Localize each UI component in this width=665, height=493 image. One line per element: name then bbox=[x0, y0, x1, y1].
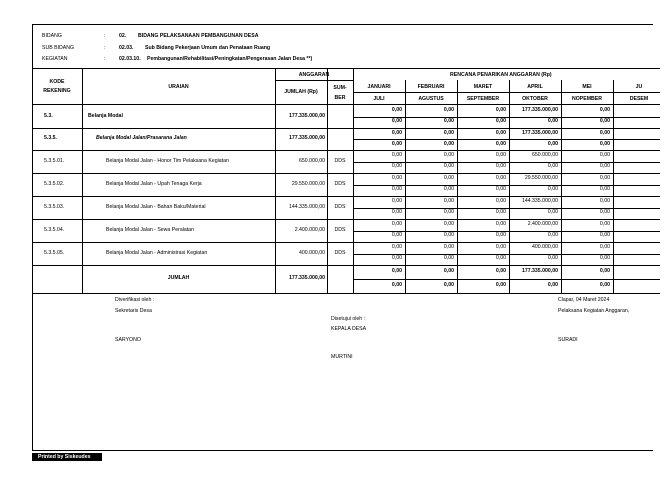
row-month-bottom-value: 0,00 bbox=[547, 209, 558, 215]
row-month-top-value: 0,00 bbox=[495, 106, 506, 113]
month-header-bottom: AGUSTUS bbox=[418, 96, 444, 102]
grid-hline bbox=[32, 242, 660, 243]
row-month-bottom-value: 0,00 bbox=[391, 255, 402, 261]
row-month-bottom-value: 0,00 bbox=[495, 118, 506, 124]
row-month-top-value: 0,00 bbox=[391, 197, 402, 204]
secretary-title: Sekretaris Desa bbox=[115, 308, 152, 314]
kegiatan-code: 02.03.10. bbox=[119, 56, 141, 62]
row-kode: 5.3.5.05. bbox=[44, 249, 65, 256]
row-month-bottom-value: 0,00 bbox=[495, 255, 506, 261]
row-month-top-value: 144.335.000,00 bbox=[521, 197, 558, 204]
row-month-top-value: 0,00 bbox=[599, 106, 610, 113]
row-month-top-value: 0,00 bbox=[391, 106, 402, 113]
header-jumlah: JUMLAH (Rp) bbox=[284, 89, 318, 95]
row-month-top-value: 177.335.000,00 bbox=[521, 106, 558, 113]
row-jumlah: 29.550.000,00 bbox=[291, 180, 325, 187]
row-uraian: Belanja Modal Jalan - Administrasi Kegiatan bbox=[106, 249, 208, 256]
header-uraian: URAIAN bbox=[168, 84, 189, 90]
grid-hline bbox=[32, 196, 660, 197]
row-month-top-value: 0,00 bbox=[443, 129, 454, 136]
row-month-bottom-value: 0,00 bbox=[391, 118, 402, 124]
month-header-bottom: SEPTEMBER bbox=[466, 96, 500, 102]
bidang-label: BIDANG bbox=[42, 33, 62, 39]
bidang-colon: : bbox=[104, 33, 106, 39]
header-sumber-2: BER bbox=[334, 95, 346, 101]
row-sumber: DDS bbox=[334, 180, 346, 187]
kegiatan-label: KEGIATAN bbox=[42, 56, 68, 62]
row-month-top-value: 0,00 bbox=[443, 174, 454, 181]
row-month-top-value: 0,00 bbox=[443, 151, 454, 158]
row-month-top-value: 650.000,00 bbox=[532, 151, 558, 158]
head-title: KEPALA DESA bbox=[331, 326, 367, 332]
row-month-top-value: 0,00 bbox=[391, 243, 402, 250]
printed-by-badge: Printed by Siskeudes bbox=[32, 453, 102, 461]
row-month-bottom-value: 0,00 bbox=[495, 232, 506, 238]
grid-hline bbox=[32, 219, 660, 220]
row-month-bottom-value: 0,00 bbox=[547, 163, 558, 169]
total-month-bottom-value: 0,00 bbox=[391, 282, 402, 288]
row-month-bottom-value: 0,00 bbox=[391, 140, 402, 147]
row-kode: 5.3.5.02. bbox=[44, 180, 65, 187]
approved-by: Disetujui oleh : bbox=[331, 316, 366, 322]
row-month-bottom-value: 0,00 bbox=[443, 255, 454, 261]
row-month-top-value: 0,00 bbox=[599, 129, 610, 136]
month-header-top: MEI bbox=[582, 84, 592, 90]
row-month-bottom-value: 0,00 bbox=[599, 232, 610, 238]
row-kode: 5.3.5.01. bbox=[44, 157, 65, 164]
secretary-name: SARYONO bbox=[115, 337, 141, 343]
row-month-top-value: 0,00 bbox=[391, 174, 402, 181]
row-month-bottom-value: 0,00 bbox=[599, 140, 610, 147]
row-jumlah: 144.335.000,00 bbox=[288, 203, 325, 210]
row-month-bottom-value: 0,00 bbox=[599, 209, 610, 215]
row-uraian: Belanja Modal Jalan - Bahan Baku/Material bbox=[106, 203, 206, 210]
row-month-bottom-value: 0,00 bbox=[547, 118, 558, 124]
grid-vline bbox=[613, 80, 614, 293]
row-month-top-value: 29.550.000,00 bbox=[524, 174, 558, 181]
grid-hline bbox=[275, 80, 353, 81]
total-month-bottom-value: 0,00 bbox=[495, 282, 506, 288]
row-jumlah: 177.335.000,00 bbox=[288, 135, 325, 141]
month-header-bottom: OKTOBER bbox=[522, 96, 548, 102]
row-month-top-value: 0,00 bbox=[443, 220, 454, 227]
row-month-top-value: 0,00 bbox=[599, 197, 610, 204]
row-uraian: Belanja Modal bbox=[88, 112, 123, 119]
verified-by: Diverifikasi oleh : bbox=[115, 297, 155, 303]
row-month-top-value: 0,00 bbox=[443, 197, 454, 204]
row-month-bottom-value: 0,00 bbox=[495, 163, 506, 169]
kegiatan-colon: : bbox=[104, 56, 106, 62]
row-kode: 5.3.5.03. bbox=[44, 203, 65, 210]
grid-hline bbox=[32, 128, 660, 129]
bidang-code: 02. bbox=[119, 33, 127, 39]
header-kode: KODE bbox=[49, 79, 65, 85]
sub-bidang-code: 02.03. bbox=[119, 45, 134, 51]
row-month-top-value: 0,00 bbox=[391, 220, 402, 227]
row-jumlah: 2.400.000,00 bbox=[294, 226, 325, 233]
head-name: MURTINI bbox=[331, 354, 353, 360]
total-jumlah: 177.335.000,00 bbox=[288, 275, 325, 281]
row-month-bottom-value: 0,00 bbox=[547, 140, 558, 147]
row-month-bottom-value: 0,00 bbox=[443, 232, 454, 238]
row-month-top-value: 0,00 bbox=[495, 243, 506, 250]
executor-name: SURADI bbox=[558, 337, 578, 343]
row-month-top-value: 0,00 bbox=[599, 220, 610, 227]
grid-hline bbox=[32, 68, 660, 69]
row-month-bottom-value: 0,00 bbox=[443, 140, 454, 147]
row-month-top-value: 0,00 bbox=[391, 151, 402, 158]
row-sumber: DDS bbox=[334, 157, 346, 164]
row-month-bottom-value: 0,00 bbox=[391, 163, 402, 169]
total-month-bottom-value: 0,00 bbox=[443, 282, 454, 288]
row-month-top-value: 400.000,00 bbox=[532, 243, 558, 250]
sub-bidang-name: Sub Bidang Pekerjaan Umum dan Penataan Ruang bbox=[145, 45, 271, 51]
header-rencana: RENCANA PENARIKAN ANGGARAN (Rp) bbox=[450, 72, 552, 78]
row-kode: 5.3. bbox=[44, 112, 53, 119]
bidang-name: BIDANG PELAKSANAAN PEMBANGUNAN DESA bbox=[138, 33, 259, 39]
sub-bidang-label: SUB BIDANG bbox=[42, 45, 74, 51]
row-month-bottom-value: 0,00 bbox=[495, 140, 506, 147]
month-header-bottom: DESEM bbox=[629, 96, 649, 102]
row-uraian: Belanja Modal Jalan - Sewa Peralatan bbox=[106, 226, 194, 233]
row-month-bottom-value: 0,00 bbox=[495, 209, 506, 215]
month-header-top: JANUARI bbox=[367, 84, 391, 90]
row-month-bottom-value: 0,00 bbox=[495, 186, 506, 192]
place-date: Clapar, 04 Maret 2024 bbox=[558, 297, 610, 303]
row-month-top-value: 0,00 bbox=[443, 106, 454, 113]
header-rekening: REKENING bbox=[43, 88, 71, 94]
sub-bidang-colon: : bbox=[104, 45, 106, 51]
row-uraian: Belanja Modal Jalan/Prasarana Jalan bbox=[96, 135, 187, 141]
total-month-top-value: 177.335.000,00 bbox=[521, 268, 558, 274]
total-month-top-value: 0,00 bbox=[495, 268, 506, 274]
row-sumber: DDS bbox=[334, 226, 346, 233]
row-month-bottom-value: 0,00 bbox=[547, 232, 558, 238]
total-month-top-value: 0,00 bbox=[599, 268, 610, 274]
row-month-top-value: 0,00 bbox=[599, 151, 610, 158]
row-sumber: DDS bbox=[334, 203, 346, 210]
row-kode: 5.3.5. bbox=[44, 135, 57, 141]
grid-vline bbox=[327, 68, 328, 293]
row-month-top-value: 0,00 bbox=[599, 174, 610, 181]
row-month-bottom-value: 0,00 bbox=[599, 118, 610, 124]
row-month-bottom-value: 0,00 bbox=[547, 255, 558, 261]
month-header-top: JU bbox=[635, 84, 643, 90]
row-month-bottom-value: 0,00 bbox=[391, 209, 402, 215]
month-header-top: MARET bbox=[473, 84, 493, 90]
grid-hline bbox=[32, 104, 660, 105]
row-month-bottom-value: 0,00 bbox=[443, 118, 454, 124]
row-month-top-value: 0,00 bbox=[495, 151, 506, 158]
row-month-bottom-value: 0,00 bbox=[443, 209, 454, 215]
executor-title: Pelaksana Kegiatan Anggaran, bbox=[558, 308, 630, 314]
row-month-top-value: 0,00 bbox=[495, 197, 506, 204]
row-month-bottom-value: 0,00 bbox=[391, 232, 402, 238]
grid-hline bbox=[32, 173, 660, 174]
total-label: JUMLAH bbox=[167, 275, 190, 281]
grid-vline bbox=[275, 68, 276, 293]
header-anggaran: ANGGARAN bbox=[298, 72, 330, 78]
month-header-bottom: JULI bbox=[373, 96, 385, 102]
row-jumlah: 400.000,00 bbox=[299, 249, 325, 256]
header-sumber-1: SUM- bbox=[333, 85, 347, 91]
row-month-top-value: 0,00 bbox=[495, 129, 506, 136]
grid-hline bbox=[32, 150, 660, 151]
grid-hline bbox=[32, 265, 660, 266]
row-month-bottom-value: 0,00 bbox=[391, 186, 402, 192]
row-month-top-value: 2.400.000,00 bbox=[527, 220, 558, 227]
row-month-top-value: 177.335.000,00 bbox=[521, 129, 558, 136]
row-month-top-value: 0,00 bbox=[391, 129, 402, 136]
row-jumlah: 177.335.000,00 bbox=[288, 112, 325, 119]
row-sumber: DDS bbox=[334, 249, 346, 256]
month-header-top: APRIL bbox=[527, 84, 543, 90]
row-month-top-value: 0,00 bbox=[495, 220, 506, 227]
row-uraian: Belanja Modal Jalan - Upah Tenaga Kerja bbox=[106, 180, 202, 187]
row-month-top-value: 0,00 bbox=[599, 243, 610, 250]
grid-hline bbox=[32, 293, 660, 294]
total-month-top-value: 0,00 bbox=[391, 268, 402, 274]
row-kode: 5.3.5.04. bbox=[44, 226, 65, 233]
row-month-bottom-value: 0,00 bbox=[599, 255, 610, 261]
month-header-top: FEBRUARI bbox=[417, 84, 445, 90]
row-uraian: Belanja Modal Jalan - Honor Tim Pelaksana Kegiatan bbox=[106, 157, 229, 164]
row-month-bottom-value: 0,00 bbox=[443, 163, 454, 169]
row-month-bottom-value: 0,00 bbox=[443, 186, 454, 192]
row-jumlah: 650.000,00 bbox=[299, 157, 325, 164]
row-month-bottom-value: 0,00 bbox=[547, 186, 558, 192]
row-month-top-value: 0,00 bbox=[495, 174, 506, 181]
total-month-top-value: 0,00 bbox=[443, 268, 454, 274]
total-month-bottom-value: 0,00 bbox=[547, 282, 558, 288]
kegiatan-name: Pembangunan/Rehabilitasi/Peningkatan/Pengerasan Jalan Desa **) bbox=[147, 56, 313, 62]
month-header-bottom: NOPEMBER bbox=[572, 96, 602, 102]
grid-vline bbox=[82, 68, 83, 293]
row-month-bottom-value: 0,00 bbox=[599, 186, 610, 192]
row-month-bottom-value: 0,00 bbox=[599, 163, 610, 169]
total-month-bottom-value: 0,00 bbox=[599, 282, 610, 288]
row-month-top-value: 0,00 bbox=[443, 243, 454, 250]
